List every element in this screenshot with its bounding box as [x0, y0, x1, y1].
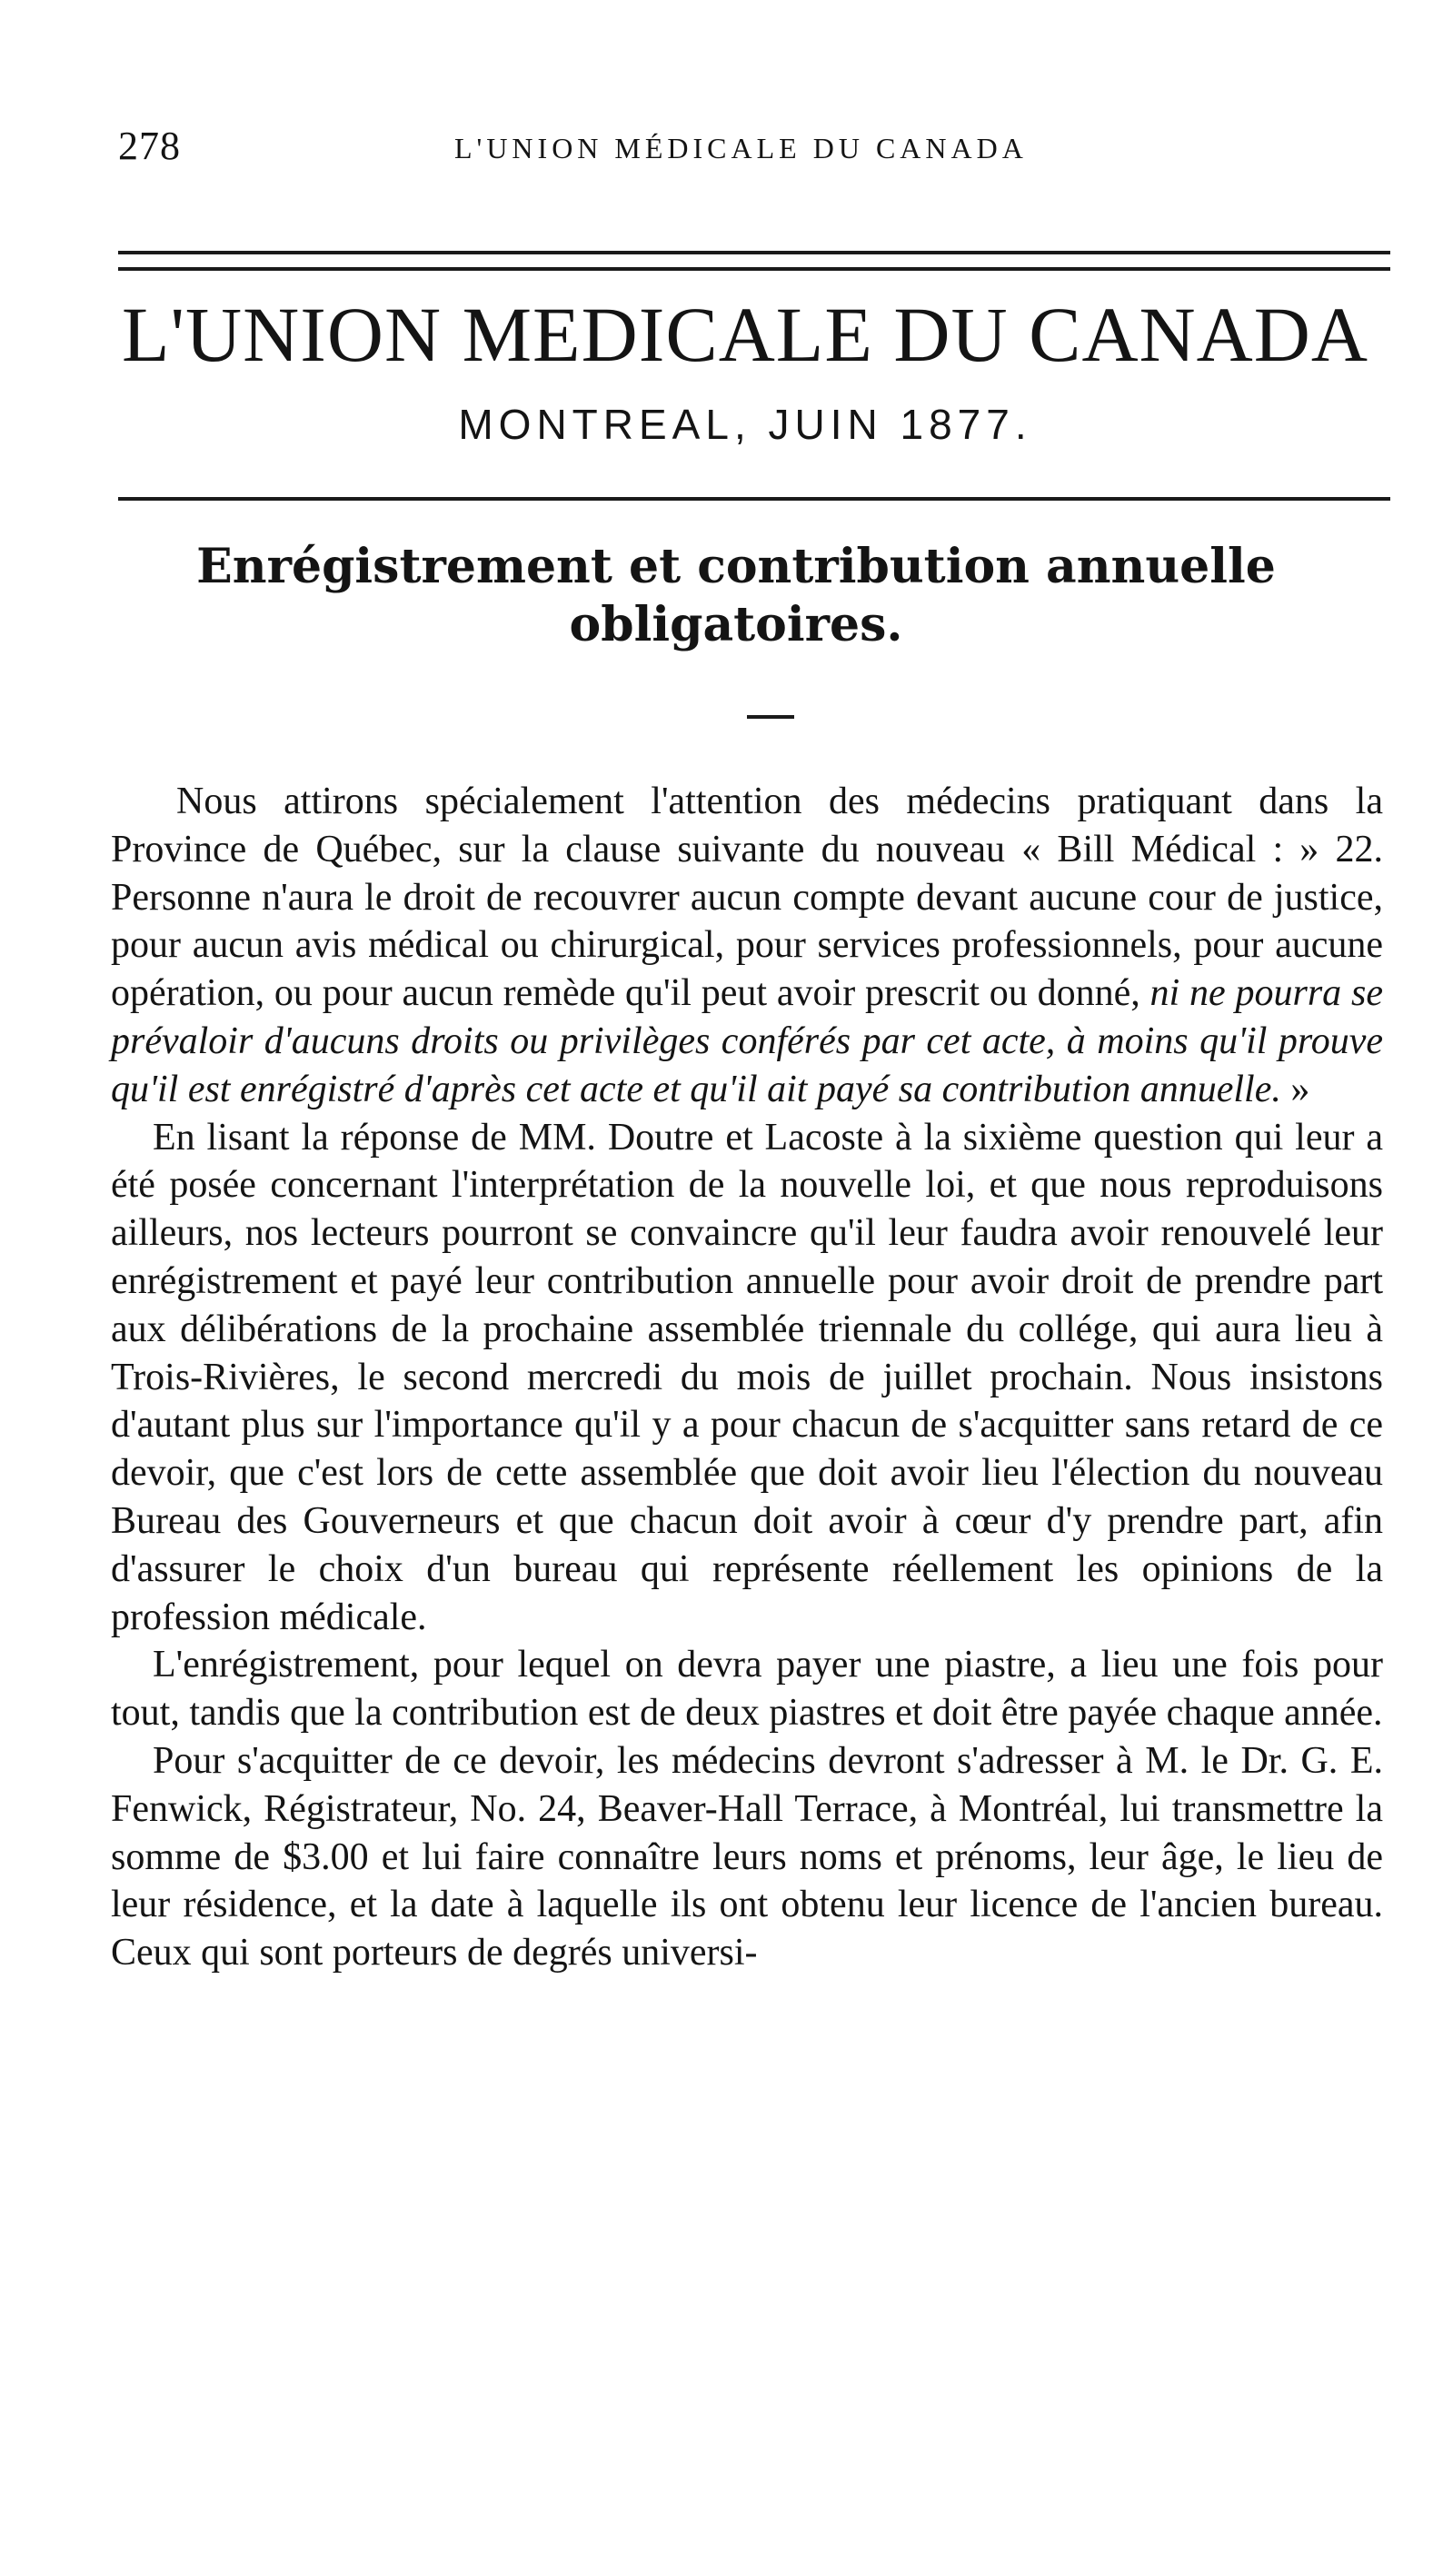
- article-title: Enrégistrement et contribution annuelle obligatoires.: [196, 539, 1276, 652]
- paragraph-4: Pour s'acquitter de ce devoir, les médecins devront s'adresser à M. le Dr. G. E. Fenwick, Régistrateur, No. 24, Beaver-Hall Terrace, à Montréal, lui transmettre la somme de $3.00 et lui faire connaître leurs noms et prénoms, leur âge, le lieu de leur résidence, et la date à laquelle ils ont obtenu leur licence de l'ancien bureau. Ceux qui sont porteurs de degrés universi-: [111, 1739, 1383, 1974]
- paragraph-2: En lisant la réponse de MM. Doutre et Lacoste à la sixième question qui leur a été posée concernant l'interprétation de la nouvelle loi, et que nous reproduisons ailleurs, nos lecteurs pourront se convaincre qu'il leur faudra avoir renouvelé leur enrégistrement et payé leur contribution annuelle pour avoir droit de prendre part aux délibérations de la prochaine assemblée triennale du collége, qui aura lieu à Trois-Rivières, le second mercredi du mois de juillet prochain. Nous insistons d'autant plus sur l'importance qu'il y a pour chacun de s'acquitter sans retard de ce devoir, que c'est lors de cette assemblée que doit avoir lieu l'élection du nouveau Bureau des Gouverneurs et que chacun doit avoir à cœur d'y prendre part, afin d'assurer le choix d'un bureau qui représente réellement les opinions de la profession médicale.: [111, 1116, 1383, 1638]
- paragraph-1-closing-quote: »: [1280, 1068, 1310, 1110]
- running-header: [118, 123, 1390, 177]
- article-body: [111, 778, 1383, 1977]
- paragraph-1-italic-text: ni ne pourra se prévaloir d'aucuns droits ou privilèges conférés par cet acte, à moins qu'il prouve qu'il est enrégistré d'après cet acte et qu'il ait payé sa contribution annuelle.: [111, 972, 1383, 1110]
- double-rule-divider: [118, 251, 1390, 271]
- paragraph-1-text: Nous attirons spécialement l'attention des médecins pratiquant dans la Province de Québec, sur la clause suivante du nouveau « Bill Médical : » 22. Personne n'aura le droit de recouvrer aucun compte devant aucune cour de justice, pour aucun avis médical ou chirurgical, pour services professionnels, pour aucune opération, ou pour aucun remède qu'il peut avoir prescrit ou donné,: [111, 781, 1383, 1015]
- masthead-title: L'UNION MEDICALE DU CANADA: [122, 291, 1368, 378]
- paragraph-3: L'enrégistrement, pour lequel on devra payer une piastre, a lieu une fois pour tout, tandis que la contribution est de deux piastres et doit être payée chaque année.: [111, 1644, 1383, 1735]
- paragraph-1: [111, 778, 1383, 1114]
- running-title: L'UNION MÉDICALE DU CANADA: [454, 132, 1028, 164]
- page-number: 278: [118, 124, 181, 168]
- masthead-dateline: MONTREAL, JUIN 1877.: [458, 401, 1032, 448]
- title-dash-divider: [747, 715, 794, 719]
- rule-divider: [118, 497, 1390, 501]
